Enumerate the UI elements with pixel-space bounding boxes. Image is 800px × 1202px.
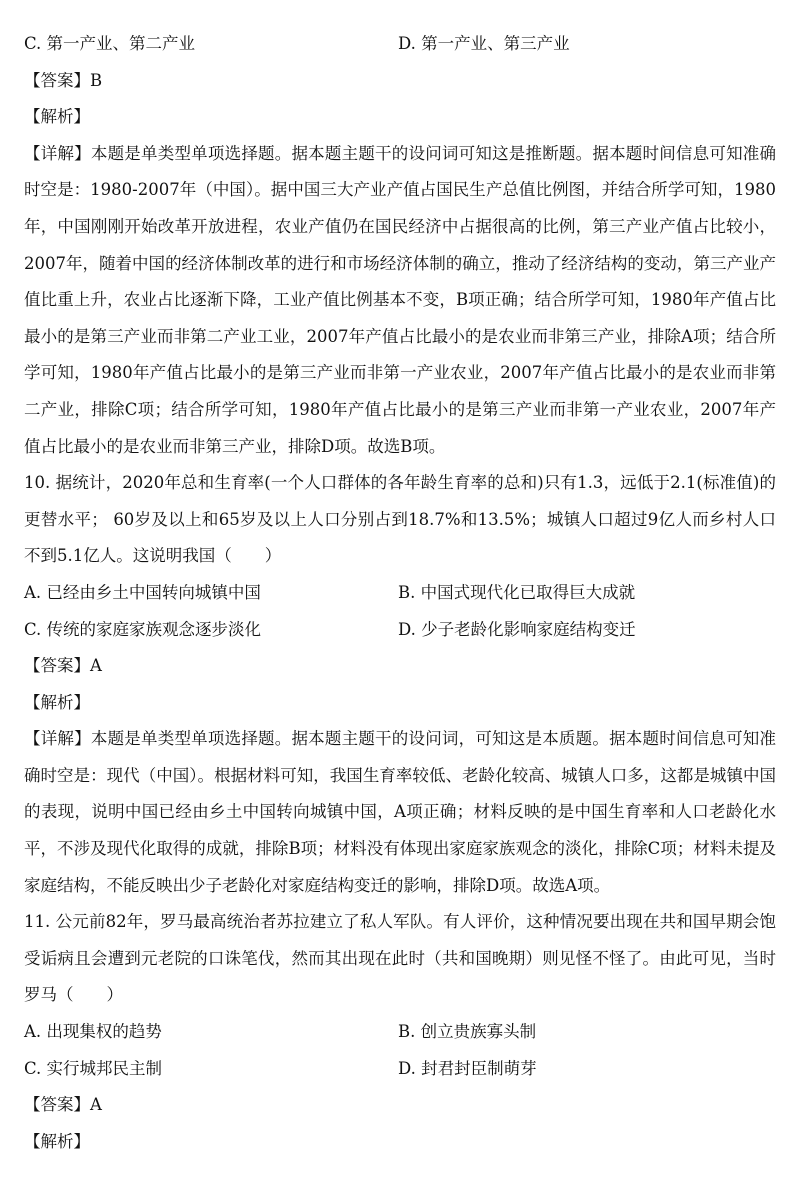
q11-analysis-tag: 【解析】: [24, 1131, 90, 1151]
q11-stem: 11. 公元前82年，罗马最高统治者苏拉建立了私人军队。有人评价，这种情况要出现在共和国早期会饱受诟病且会遭到元老院的口诛笔伐，然而其出现在此时（共和国晚期）则见怪不怪了。由此可见，当时罗马（ ）: [24, 912, 776, 1005]
q9-analysis-tag: 【解析】: [24, 107, 90, 127]
q10-option-c: C. 传统的家庭家族观念逐步淡化: [24, 619, 262, 639]
q11-answer-value: A: [90, 1095, 102, 1115]
q10-detail-text: 本题是单类型单项选择题。据本题主题干的设问词，可知这是本质题。据本题时间信息可知准确时空是：现代（中国）。根据材料可知，我国生育率较低、老龄化较高、城镇人口多，这都是城镇中国的表现，说明中国已经由乡土中国转向城镇中国，A项正确；材料反映的是中国生育率和人口老龄化水平，不涉及现代化取得的成就，排除B项；材料没有体现出家庭家族观念的淡化，排除C项；材料未提及家庭结构，不能反映出少子老龄化对家庭结构变迁的影响，排除D项。故选A项。: [24, 729, 777, 895]
q11-option-c: C. 实行城邦民主制: [24, 1058, 163, 1078]
q9-options-row-cd: [24, 26, 776, 63]
q10-answer: [24, 648, 776, 685]
q11-option-d: D. 封君封臣制萌芽: [398, 1058, 537, 1078]
q9-answer-value: B: [90, 70, 103, 90]
q10-answer-tag: 【答案】: [24, 656, 90, 676]
q10-option-d: D. 少子老龄化影响家庭结构变迁: [398, 619, 636, 639]
q10-detail-tag: 【详解】: [24, 729, 91, 749]
q10-detail: [24, 721, 776, 904]
q11-options-row-ab: [24, 1014, 776, 1051]
q9-option-d: D. 第一产业、第三产业: [398, 34, 570, 53]
q9-answer: [24, 63, 776, 100]
q11-option-b: B. 创立贵族寡头制: [398, 1022, 537, 1042]
q10-stem: 10. 据统计，2020年总和生育率(一个人口群体的各年龄生育率的总和)只有1.3，远低于2.1(标准值)的更替水平； 60岁及以上和65岁及以上人口分别占到18.7%和13.5%；城镇人口超过9亿人而乡村人口不到5.1亿人。这说明我国（ ）: [24, 473, 776, 566]
q9-detail-text: 本题是单类型单项选择题。据本题主题干的设问词可知这是推断题。据本题时间信息可知准确时空是：1980-2007年（中国）。据中国三大产业产值占国民生产总值比例图，并结合所学可知，1980年，中国刚刚开始改革开放进程，农业产值仍在国民经济中占据很高的比例，第三产业产值占比较小，2007年，随着中国的经济体制改革的进行和市场经济体制的确立，推动了经济结构的变动，第三产业产值比重上升，农业占比逐渐下降，工业产值比例基本不变，B项正确；结合所学可知，1980年产值占比最小的是第三产业而非第二产业工业，2007年产值占比最小的是农业而非第三产业，排除A项；结合所学可知，1980年产值占比最小的是第三产业而非第一产业农业，2007年产值占比最小的是农业而非第二产业，排除C项；结合所学可知，1980年产值占比最小的是第三产业而非第一产业农业，2007年产值占比最小的是农业而非第三产业，排除D项。故选B项。: [24, 143, 777, 456]
q9-detail: [24, 136, 776, 465]
q9-detail-tag: 【详解】: [24, 143, 91, 163]
q10-option-b: B. 中国式现代化已取得巨大成就: [398, 582, 636, 602]
q11-options-row-cd: [24, 1051, 776, 1088]
q9-answer-tag: 【答案】: [24, 70, 90, 90]
q10-analysis-tag: 【解析】: [24, 692, 90, 712]
q9-option-c: C. 第一产业、第二产业: [24, 34, 196, 53]
document-page: [24, 26, 776, 1160]
q10-options-row-ab: [24, 575, 776, 612]
q11-answer-tag: 【答案】: [24, 1095, 90, 1115]
q11-answer: [24, 1087, 776, 1124]
q10-answer-value: A: [90, 656, 102, 676]
q11-option-a: A. 出现集权的趋势: [24, 1022, 162, 1042]
q10-options-row-cd: [24, 612, 776, 649]
q10-option-a: A. 已经由乡土中国转向城镇中国: [24, 582, 261, 602]
